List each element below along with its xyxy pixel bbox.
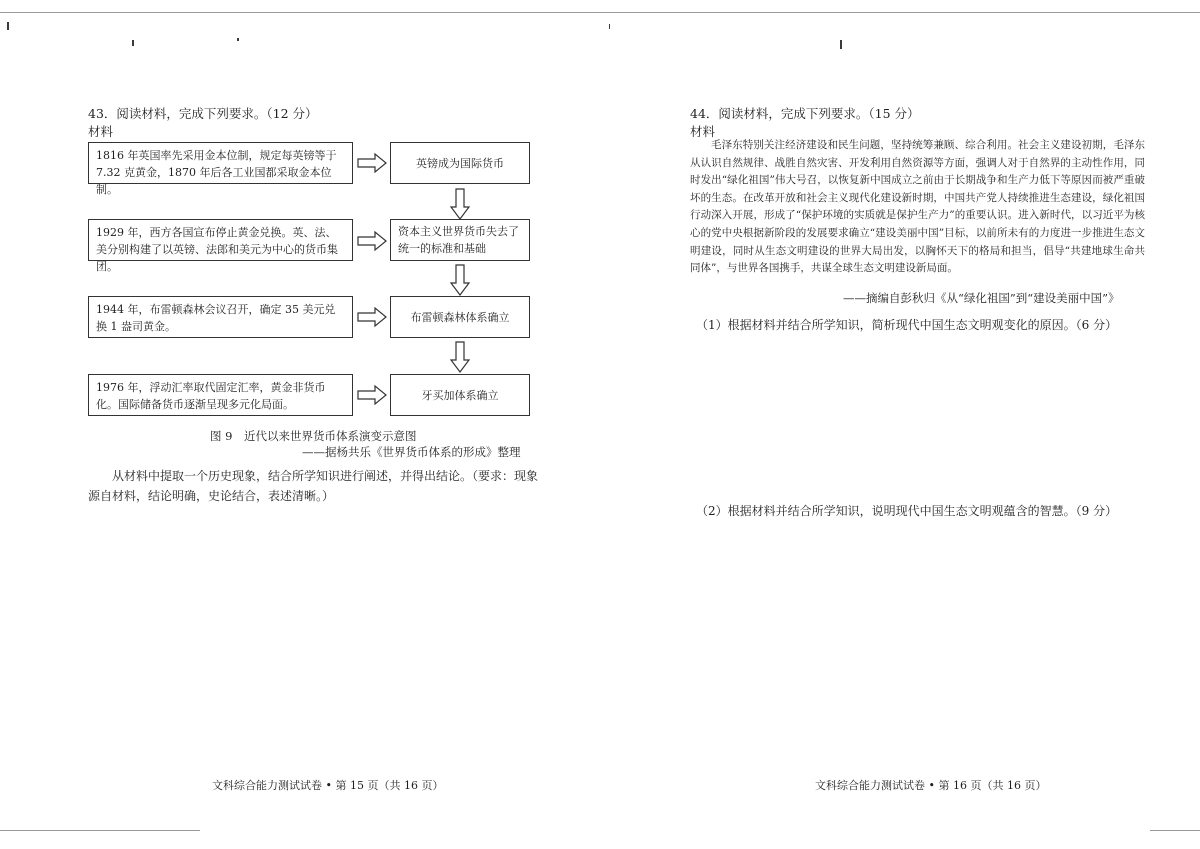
right-page bbox=[600, 0, 1200, 849]
flow-cause-box-3: 1944 年，布雷顿森林会议召开，确定 35 美元兑换 1 盎司黄金。 bbox=[88, 296, 353, 338]
right-arrow-icon bbox=[357, 231, 387, 251]
bottom-scan-edge bbox=[1150, 830, 1200, 831]
flow-result-box-4: 牙买加体系确立 bbox=[390, 374, 530, 416]
right-arrow-icon bbox=[357, 153, 387, 173]
flow-cause-box-1: 1816 年英国率先采用金本位制，规定每英镑等于 7.32 克黄金，1870 年后各工业国都采取金本位制。 bbox=[88, 142, 353, 184]
right-arrow-icon bbox=[357, 385, 387, 405]
figure-caption: 图 9 近代以来世界货币体系演变示意图 bbox=[210, 429, 417, 443]
flow-result-box-3: 布雷顿森林体系确立 bbox=[390, 296, 530, 338]
page-footer: 文科综合能力测试试卷 • 第 16 页（共 16 页） bbox=[815, 779, 1047, 792]
material-label: 材料 bbox=[690, 124, 716, 139]
question-43-task: 从材料中提取一个历史现象，结合所学知识进行阐述，并得出结论。（要求：现象源自材料，结论明确，史论结合，表述清晰。） bbox=[88, 469, 539, 503]
page-footer: 文科综合能力测试试卷 • 第 15 页（共 16 页） bbox=[212, 779, 444, 792]
flow-cause-box-4: 1976 年，浮动汇率取代固定汇率，黄金非货币化。国际储备货币逐渐呈现多元化局面。 bbox=[88, 374, 353, 416]
flow-cause-box-2: 1929 年，西方各国宣布停止黄金兑换。英、法、美分别构建了以英镑、法郎和美元为中心的货币集团。 bbox=[88, 219, 353, 261]
sub-question-1: （1）根据材料并结合所学知识，简析现代中国生态文明观变化的原因。（6 分） bbox=[696, 318, 1118, 332]
down-arrow-icon bbox=[450, 341, 470, 373]
material-passage: 毛泽东特别关注经济建设和民生问题，坚持统筹兼顾、综合利用。社会主义建设初期，毛泽东从认识自然规律、战胜自然灾害、开发利用自然资源等方面，强调人对于自然界的主动性作用，同时发出“绿化祖国”伟大号召，以恢复新中国成立之前由于长期战争和生产力低下等原因而被严重破坏的生态。在改革开放和社会主义现代化建设新时期，中国共产党人持续推进生态建设，绿化祖国行动深入开展，形成了“保护环境的实质就是保护生产力”的重要认识。进入新时代，以习近平为核心的党中央根据新阶段的发展要求确立“建设美丽中国”目标，以前所未有的力度进一步推进生态文明建设，同时从生态文明建设的世界大局出发，以胸怀天下的格局和担当，倡导“共建地球生命共同体”，与世界各国携手，共谋全球生态文明建设新局面。 bbox=[690, 139, 1145, 275]
question-44-title: 44．阅读材料，完成下列要求。（15 分） bbox=[690, 106, 920, 121]
down-arrow-icon bbox=[450, 188, 470, 220]
flow-result-box-2: 资本主义世界货币失去了统一的标准和基础 bbox=[390, 219, 530, 261]
flow-result-box-1: 英镑成为国际货币 bbox=[390, 142, 530, 184]
bottom-scan-edge bbox=[0, 830, 200, 831]
material-label: 材料 bbox=[88, 124, 114, 139]
sub-question-2: （2）根据材料并结合所学知识，说明现代中国生态文明观蕴含的智慧。（9 分） bbox=[696, 504, 1118, 518]
right-arrow-icon bbox=[357, 307, 387, 327]
figure-source: ——据杨共乐《世界货币体系的形成》整理 bbox=[302, 445, 521, 459]
down-arrow-icon bbox=[450, 264, 470, 296]
passage-source: ——摘编自彭秋归《从“绿化祖国”到“建设美丽中国”》 bbox=[843, 291, 1120, 305]
question-43-title: 43．阅读材料，完成下列要求。（12 分） bbox=[88, 106, 318, 121]
